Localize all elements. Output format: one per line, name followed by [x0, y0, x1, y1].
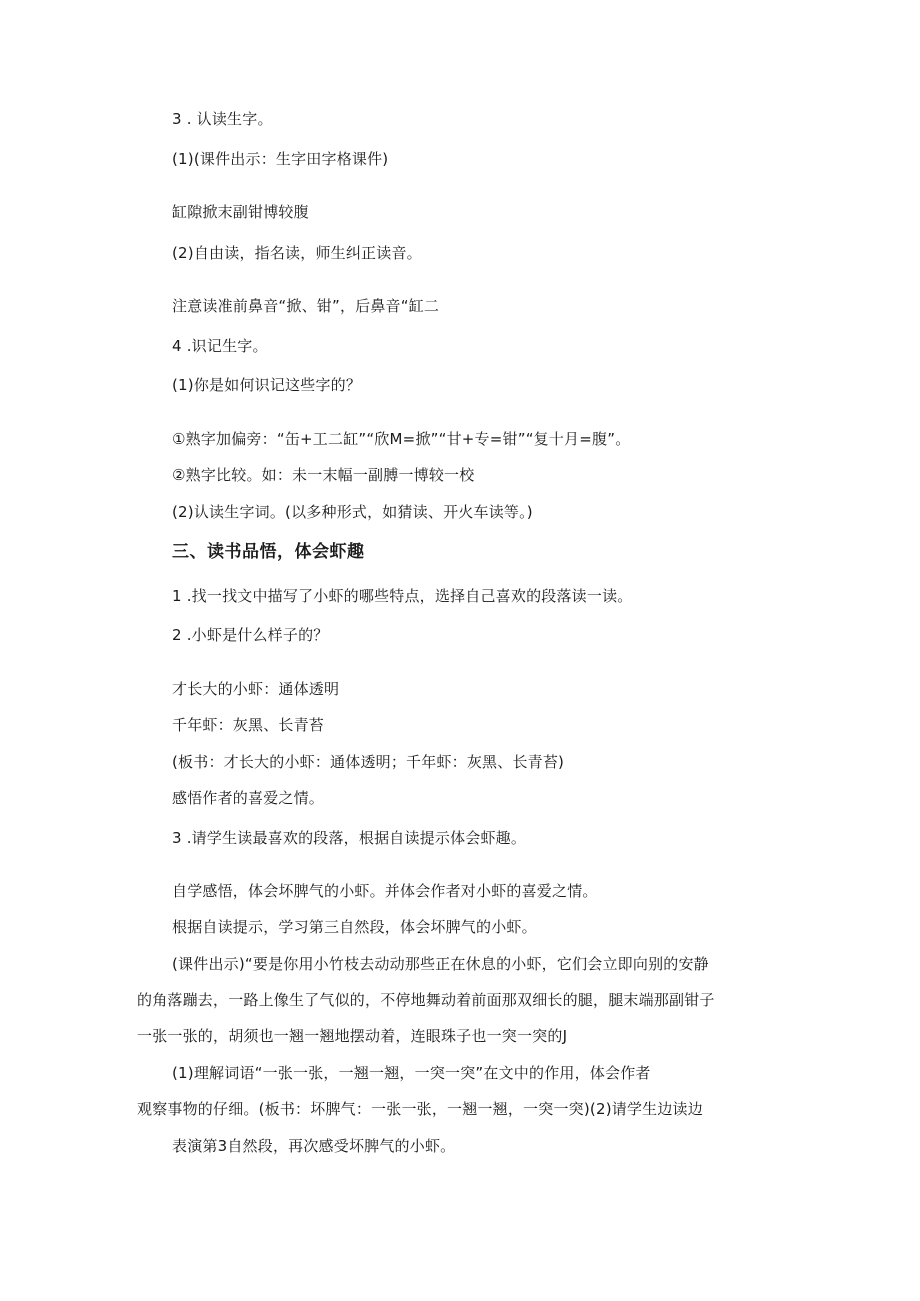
word-understanding-line-1: (1)理解词语“一张一张，一翘一翘，一突一突”在文中的作用，体会作者: [172, 1064, 651, 1082]
quote-line-3: 一张一张的，胡须也一翘一翘地摆动着，连眼珠子也一突一突的J: [137, 1027, 568, 1045]
quote-line-1: (课件出示)“要是你用小竹枝去动动那些正在休息的小虾，它们会立即向别的安静: [172, 955, 709, 973]
read-words-instruction: (2)认读生字词。(以多种形式，如猜读、开火车读等。): [172, 503, 533, 521]
paragraph-3-note: 根据自读提示，学习第三自然段，体会坏脾气的小虾。: [172, 918, 537, 936]
reading-instruction: (2)自由读，指名读，师生纠正读音。: [172, 244, 422, 262]
perform-instruction: 表演第3自然段，再次感受坏脾气的小虾。: [172, 1137, 456, 1155]
radical-method: ①熟字加偏旁：“缶+工二缸”“欣M=掀”“甘+专=钳”“复十月=腹”。: [172, 430, 631, 448]
feeling-note: 感悟作者的喜爱之情。: [172, 789, 325, 807]
courseware-note: (1)(课件出示：生字田字格课件): [172, 150, 389, 168]
step-2-text: 2 .小虾是什么样子的？: [172, 626, 329, 644]
memorize-question: (1)你是如何识记这些字的？: [172, 376, 362, 394]
word-understanding-line-2: 观察事物的仔细。(板书：坏脾气：一张一张，一翘一翘，一突一突)(2)请学生边读边: [137, 1100, 703, 1118]
comparison-method: ②熟字比较。如：未一末幅一副膊一博较一校: [172, 466, 475, 484]
young-shrimp-note: 才长大的小虾：通体透明: [172, 680, 340, 698]
step-1-text: 1 .找一找文中描写了小虾的哪些特点，选择自己喜欢的段落读一读。: [172, 587, 633, 605]
step-3-reading: 3 .请学生读最喜欢的段落，根据自读提示体会虾趣。: [172, 829, 527, 847]
step-4-heading: 4 .识记生字。: [172, 337, 268, 355]
step-3-heading: 3 . 认读生字。: [172, 110, 273, 128]
section-3-heading: 三、读书品悟，体会虾趣: [172, 542, 365, 562]
new-characters-list: 缸隙掀末副钳博较腹: [172, 203, 309, 221]
board-note-1: (板书：才长大的小虾：通体透明；千年虾：灰黑、长青苔): [172, 753, 565, 771]
self-study-note: 自学感悟，体会坏脾气的小虾。并体会作者对小虾的喜爱之情。: [172, 882, 598, 900]
old-shrimp-note: 千年虾：灰黑、长青苔: [172, 716, 325, 734]
pronunciation-note: 注意读准前鼻音“掀、钳”，后鼻音“缸二: [172, 297, 440, 315]
quote-line-2: 的角落蹦去，一路上像生了气似的，不停地舞动着前面那双细长的腿，腿末端那副钳子: [137, 991, 715, 1009]
